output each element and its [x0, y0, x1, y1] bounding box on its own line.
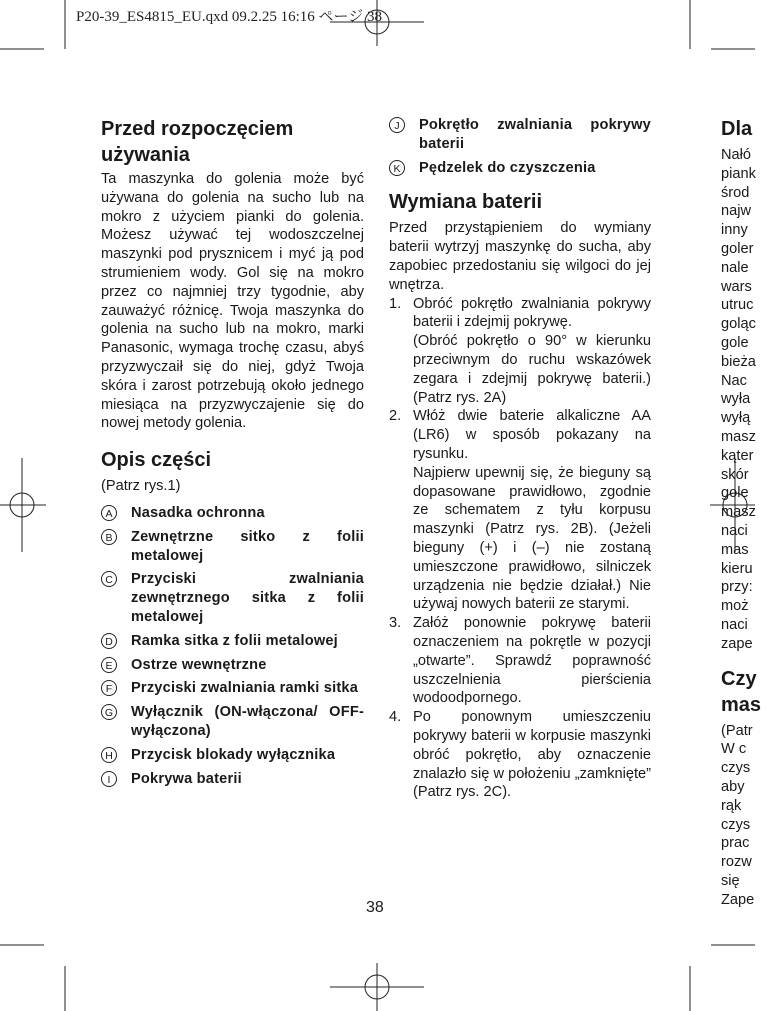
step-body	[413, 614, 651, 708]
cropped-line: kieru	[721, 560, 753, 577]
cropped-line: rozw	[721, 854, 752, 871]
left-column	[101, 116, 364, 793]
cropped-line: masz	[721, 428, 756, 445]
cropped-line: wyła	[721, 391, 751, 408]
cropped-line: bieża	[721, 353, 756, 370]
part-label: Nasadka ochronna	[131, 504, 265, 521]
cropped-line: kąter	[721, 447, 754, 464]
cropped-line: goler	[721, 240, 754, 257]
cropped-line: Nałó	[721, 147, 752, 163]
part-marker: J	[389, 117, 405, 133]
file-slug: P20-39_ES4815_EU.qxd 09.2.25 16:16 ページ 38	[76, 9, 382, 25]
step-text: Załóż ponownie pokrywę baterii oznaczeniem na pokrętle w pozycji „otwarte”. Sprawdź poprawność uszczelnienia pierścienia wodoodpornego.	[413, 615, 651, 707]
cropped-line: nale	[721, 259, 749, 276]
battery-steps	[389, 295, 651, 803]
cropped-line: naci	[721, 616, 748, 633]
cropped-line: goląc	[721, 316, 756, 333]
intro-paragraph: Ta maszynka do golenia może być używana do golenia na sucho lub na mokro z użyciem pianki do golenia. Możesz używać tej wodoszczelnej maszynki pod prysznicem i myć ją pod strumieniem wody. Gol się na mokro przez co najmniej trzy tygodnie, aby zauważyć różnicę. Twoja maszynka do golenia na sucho lub na mokro, marki Panasonic, wymaga trochę czasu, abyś przyzwyczaił się do niej, gdyż Twoja skóra i zarost potrzebują około jednego miesiąca na przyzwyczajenie się do nowej metody golenia.	[101, 171, 364, 432]
heading-battery-replacement: Wymiana baterii	[389, 191, 543, 214]
step-item	[389, 295, 651, 408]
heading-parts: Opis części	[101, 449, 212, 472]
cropped-line: środ	[721, 184, 750, 201]
list-item	[101, 632, 364, 651]
part-label: Przycisk blokady wyłącznika	[131, 746, 336, 763]
cropped-line: Nac	[721, 372, 747, 389]
step-number: 1.	[389, 295, 402, 312]
list-item	[101, 679, 364, 698]
right-lines-a	[721, 146, 781, 654]
cropped-line: wars	[721, 278, 752, 295]
list-item	[389, 116, 651, 154]
cropped-line: przy:	[721, 579, 753, 596]
right-lines-b	[721, 722, 781, 910]
step-text: Włóż dwie baterie alkaliczne AA (LR6) w sposób pokazany na rysunku.	[413, 408, 651, 462]
cropped-line: Zape	[721, 891, 755, 908]
part-label: Zewnętrzne sitko z folii metalowej	[131, 528, 364, 564]
cropped-line: gole	[721, 334, 749, 351]
list-item	[101, 703, 364, 741]
cropped-line: mas	[721, 541, 749, 558]
list-item	[101, 570, 364, 626]
registration-mark-left	[0, 458, 46, 552]
part-label: Ramka sitka z folii metalowej	[131, 632, 338, 649]
step-note: Najpierw upewnij się, że bieguny są dopasowane prawidłowo, zgodnie ze schematem z tyłu korpusu maszynki (Patrz rys. 2B). (Jeżeli bieguny (+) i (–) nie zostaną umieszczone prawidłowo, silniczek urządzenia nie będzie działał.) Nie używaj nowych baterii ze starymi.	[413, 464, 651, 613]
step-note: (Obróć pokrętło o 90° w kierunku przeciwnym do ruchu wskazówek zegara i zdejmij pokrywę baterii.) (Patrz rys. 2A)	[413, 333, 651, 406]
page-number: 38	[366, 899, 384, 916]
cropped-line: moż	[721, 598, 749, 615]
step-body	[413, 295, 651, 408]
part-label: Pokrywa baterii	[131, 770, 242, 787]
part-marker: F	[101, 680, 117, 696]
cropped-line: wyłą	[721, 410, 751, 427]
parts-reference: (Patrz rys.1)	[101, 478, 181, 495]
cropped-line: prac	[721, 835, 750, 852]
parts-list-continued	[389, 116, 651, 177]
cropped-line: piank	[721, 165, 756, 182]
part-marker: E	[101, 657, 117, 673]
part-label: Pokrętło zwalniania pokrywy baterii	[419, 117, 651, 152]
right-column-cropped	[721, 116, 781, 906]
battery-intro: Przed przystąpieniem do wymiany baterii wytrzyj maszynkę do sucha, aby zapobiec przedostaniu się wilgoci do jej wnętrza.	[389, 220, 651, 293]
cropped-line: utruc	[721, 297, 754, 314]
step-text: Po ponownym umieszczeniu pokrywy baterii w korpusie maszynki obróć pokrętło, aby oznaczenie znalazło się w położeniu „zamknięte” (Patrz rys. 2C).	[413, 709, 651, 801]
step-number: 3.	[389, 615, 402, 632]
cropped-line: skór	[721, 466, 749, 483]
registration-mark-bottom	[330, 963, 424, 1011]
part-marker: H	[101, 747, 117, 763]
cropped-line: masz	[721, 504, 756, 521]
parts-list	[101, 504, 364, 788]
part-marker: B	[101, 529, 117, 545]
part-marker: A	[101, 505, 117, 521]
heading-right-cropped: Dla	[721, 118, 753, 140]
step-body	[413, 407, 651, 614]
part-marker: I	[101, 771, 117, 787]
heading-cleaning-cropped-2: mas	[721, 693, 762, 716]
heading-cleaning-cropped-1: Czy	[721, 667, 757, 690]
cropped-line: czys	[721, 816, 751, 833]
cropped-line: gole	[721, 485, 749, 502]
part-marker: C	[101, 571, 117, 587]
cropped-line: aby	[721, 778, 745, 795]
step-item	[389, 407, 651, 614]
heading-before-use: Przed rozpoczęciem używania	[101, 118, 294, 166]
step-number: 4.	[389, 709, 402, 726]
cropped-line: najw	[721, 203, 752, 220]
cropped-line: inny	[721, 222, 748, 239]
list-item	[389, 159, 651, 178]
part-label: Ostrze wewnętrzne	[131, 656, 267, 673]
step-body	[413, 708, 651, 802]
list-item	[101, 528, 364, 566]
part-marker: G	[101, 704, 117, 720]
cropped-line: czys	[721, 760, 751, 777]
part-label: Przyciski zwalniania ramki sitka	[131, 680, 359, 697]
part-label: Wyłącznik (ON-włączona/ OFF-wyłączona)	[131, 704, 364, 739]
middle-column	[389, 116, 651, 802]
list-item	[101, 656, 364, 675]
list-item	[101, 504, 364, 523]
list-item	[101, 746, 364, 765]
step-text: Obróć pokrętło zwalniania pokrywy baterii i zdejmij pokrywę.	[413, 295, 651, 331]
cropped-line: naci	[721, 522, 748, 539]
part-marker: K	[389, 160, 405, 176]
step-number: 2.	[389, 408, 402, 425]
step-item	[389, 708, 651, 802]
cropped-line: zape	[721, 635, 753, 652]
list-item	[101, 770, 364, 789]
cropped-line: rąk	[721, 797, 742, 814]
step-item	[389, 614, 651, 708]
part-label: Przyciski zwalniania zewnętrznego sitka z folii metalowej	[131, 571, 364, 625]
part-label: Pędzelek do czyszczenia	[419, 159, 596, 176]
cropped-line: W c	[721, 741, 747, 758]
cropped-line: (Patr	[721, 722, 753, 739]
cropped-line: się	[721, 872, 740, 889]
part-marker: D	[101, 633, 117, 649]
